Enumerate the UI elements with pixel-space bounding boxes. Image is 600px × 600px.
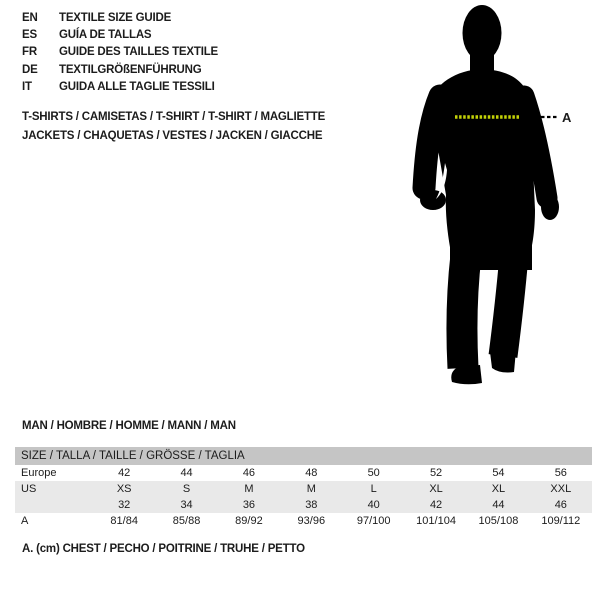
table-cell: M — [306, 483, 316, 495]
section-title-man: MAN / HOMBRE / HOMME / MANN / MAN — [22, 420, 236, 432]
language-code: DE — [22, 63, 38, 76]
silhouette-left-arm — [424, 96, 440, 188]
table-cell: 34 — [180, 499, 193, 511]
table-cell: 89/92 — [235, 515, 263, 527]
table-cell: XL — [429, 483, 443, 495]
language-code: FR — [22, 46, 37, 59]
table-cell: 32 — [118, 499, 131, 511]
language-code: IT — [22, 81, 32, 94]
language-row-fr — [22, 44, 218, 61]
table-cell: XS — [116, 483, 132, 495]
man-silhouette-figure — [400, 0, 600, 400]
table-row-europe — [15, 465, 592, 481]
category-tshirts: T-SHIRTS / CAMISETAS / T-SHIRT / T-SHIRT / MAGLIETTE — [22, 111, 326, 123]
table-cell: 42 — [118, 467, 131, 479]
table-cell: 40 — [367, 499, 380, 511]
row-label: Europe — [21, 467, 57, 479]
table-cell: M — [244, 483, 254, 495]
table-header: SIZE / TALLA / TAILLE / GRÖSSE / TAGLIA — [15, 447, 592, 465]
table-cell: L — [370, 483, 377, 495]
garment-categories — [22, 108, 325, 146]
table-cell: 56 — [554, 467, 567, 479]
table-cell: 42 — [429, 499, 443, 511]
silhouette-back-leg — [503, 255, 514, 356]
table-cell: 46 — [242, 467, 256, 479]
man-silhouette — [420, 5, 559, 384]
language-title: GUIDA ALLE TAGLIE TESSILI — [59, 81, 215, 94]
table-cell: 101/104 — [416, 515, 456, 527]
table-cell: XXL — [550, 483, 572, 495]
measure-label-a: A — [562, 110, 572, 125]
language-title: TEXTILGRÖßENFÜHRUNG — [59, 63, 202, 76]
table-cell: 50 — [367, 467, 380, 479]
table-cell: 81/84 — [110, 515, 138, 527]
footnote-chest: A. (cm) CHEST / PECHO / POITRINE / TRUHE / PETTO — [22, 543, 305, 555]
table-row-us — [15, 481, 592, 497]
table-cell: 97/100 — [356, 515, 391, 527]
table-cell: 54 — [492, 467, 505, 479]
language-title: TEXTILE SIZE GUIDE — [59, 11, 172, 24]
row-label: US — [21, 483, 37, 495]
table-cell: XL — [491, 483, 506, 495]
table-cell: 105/108 — [478, 515, 519, 527]
table-cell: 44 — [180, 467, 193, 479]
table-cell: 109/112 — [541, 515, 581, 527]
table-cell: 38 — [305, 499, 318, 511]
table-cell: 93/96 — [297, 515, 326, 527]
table-cell: 52 — [429, 467, 443, 479]
table-cell: 85/88 — [172, 515, 201, 527]
table-cell: 46 — [554, 499, 567, 511]
table-row-chest-a — [15, 513, 592, 529]
table-cell: 36 — [242, 499, 256, 511]
language-code: ES — [22, 29, 37, 42]
row-label: A — [21, 515, 29, 527]
language-title: GUÍA DE TALLAS — [59, 29, 152, 42]
language-row-de — [22, 61, 218, 78]
silhouette-left-hand — [420, 190, 446, 210]
silhouette-neck — [470, 46, 494, 72]
language-title: GUIDE DES TAILLES TEXTILE — [59, 46, 218, 59]
language-code: EN — [22, 11, 38, 24]
language-row-it — [22, 79, 218, 96]
category-jackets: JACKETS / CHAQUETAS / VESTES / JACKEN / GIACCHE — [22, 130, 323, 142]
language-row-en — [22, 9, 218, 26]
language-legend — [22, 9, 218, 96]
table-cell: 44 — [492, 499, 505, 511]
silhouette-back-foot — [490, 350, 516, 373]
table-row-alt-sizes — [15, 497, 592, 513]
silhouette-right-hand — [541, 194, 559, 220]
table-cell: S — [182, 483, 191, 495]
table-cell: 48 — [305, 467, 318, 479]
language-row-es — [22, 26, 218, 43]
silhouette-front-leg — [462, 255, 466, 368]
size-table — [15, 447, 592, 529]
